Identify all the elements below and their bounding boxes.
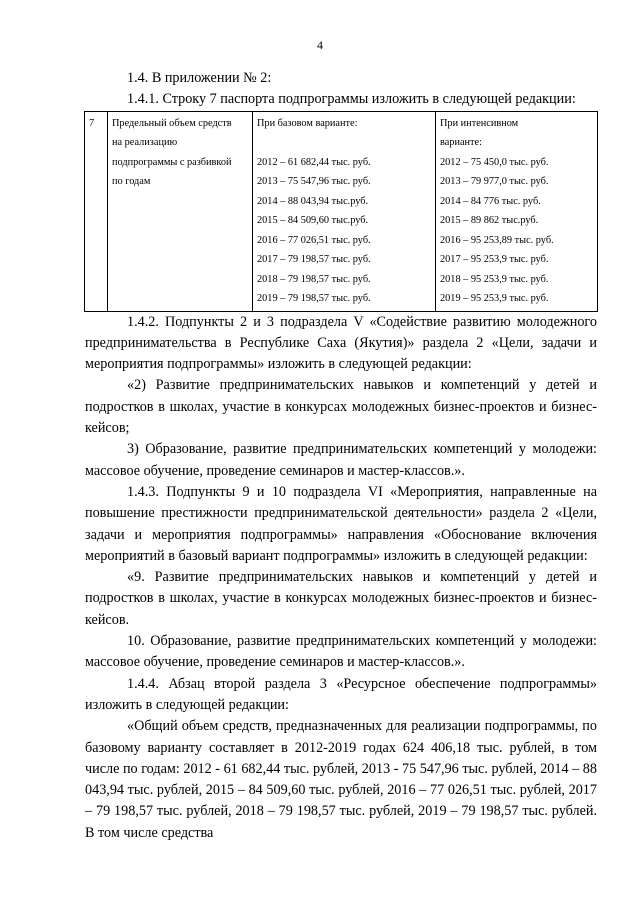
basic-year-row: 2019 – 79 198,57 тыс. руб. xyxy=(257,293,371,305)
section-heading: 1.4. В приложении № 2: xyxy=(127,70,272,86)
basic-year-row: 2018 – 79 198,57 тыс. руб. xyxy=(257,273,371,285)
basic-year-row: 2017 – 79 198,57 тыс. руб. xyxy=(257,254,371,266)
description-line: подпрограммы с разбивкой xyxy=(112,156,232,168)
passport-table xyxy=(84,111,598,312)
item-1-4-2-quote-1: «2) Развитие предпринимательских навыков и компетенций у детей и подростков в школах, участие в конкурсах молодежных бизнес-проектов и бизнес-кейсов; xyxy=(85,377,597,437)
intensive-header: При интенсивном xyxy=(440,117,519,129)
basic-year-row: 2012 – 61 682,44 тыс. руб. xyxy=(257,156,371,168)
basic-variant-cell xyxy=(253,111,436,311)
intensive-year-row: 2013 – 79 977,0 тыс. руб. xyxy=(440,176,549,188)
intensive-year-row: 2014 – 84 776 тыс. руб. xyxy=(440,195,541,207)
intensive-year-row: 2016 – 95 253,89 тыс. руб. xyxy=(440,234,554,246)
table-row xyxy=(85,111,598,311)
item-1-4-1: 1.4.1. Строку 7 паспорта подпрограммы изложить в следующей редакции: xyxy=(127,91,576,108)
intensive-year-row: 2017 – 95 253,9 тыс. руб. xyxy=(440,254,549,266)
basic-year-row: 2013 – 75 547,96 тыс. руб. xyxy=(257,176,371,188)
intensive-year-row: 2018 – 95 253,9 тыс. руб. xyxy=(440,273,549,285)
item-1-4-4: 1.4.4. Абзац второй раздела 3 «Ресурсное обеспечение подпрограммы» изложить в следующей редакции: xyxy=(85,675,597,713)
basic-year-row: 2016 – 77 026,51 тыс. руб. xyxy=(257,234,371,246)
item-1-4-3: 1.4.3. Подпункты 9 и 10 подраздела VI «Мероприятия, направленные на повышение престижности предпринимательской деятельности» раздела 2 «Цели, задачи и мероприятия подпрограммы» направления «Обоснование включения мероприятий в базовый вариант подпрограммы» изложить в следующей редакции: xyxy=(85,483,597,564)
intensive-year-row: 2015 – 89 862 тыс.руб. xyxy=(440,215,539,227)
description-cell xyxy=(108,111,253,311)
document-body xyxy=(85,68,597,844)
item-1-4-2: 1.4.2. Подпункты 2 и 3 подраздела V «Содействие развитию молодежного предпринимательства в Республике Саха (Якутия)» раздела 2 «Цели, задачи и мероприятия подпрограммы» изложить в следующей редакции: xyxy=(85,313,597,373)
intensive-header: варианте: xyxy=(440,137,482,149)
intensive-year-row: 2012 – 75 450,0 тыс. руб. xyxy=(440,156,549,168)
intensive-year-row: 2019 – 95 253,9 тыс. руб. xyxy=(440,293,549,305)
intensive-variant-cell xyxy=(436,111,598,311)
description-line: Предельный объем средств xyxy=(112,117,232,129)
basic-header: При базовом варианте: xyxy=(257,117,358,129)
description-line: по годам xyxy=(112,176,151,188)
item-1-4-2-quote-2: 3) Образование, развитие предпринимательских компетенций у молодежи: массовое обучение, проведение семинаров и мастер-классов.». xyxy=(85,441,597,479)
row-number-cell: 7 xyxy=(85,111,108,311)
item-1-4-3-quote-1: «9. Развитие предпринимательских навыков и компетенций у детей и подростков в школах, участие в конкурсах молодежных бизнес-проектов и бизнес-кейсов. xyxy=(85,569,597,628)
basic-year-row: 2014 – 88 043,94 тыс.руб. xyxy=(257,195,369,207)
item-1-4-3-quote-2: 10. Образование, развитие предпринимательских компетенций у молодежи: массовое обучение, проведение семинаров и мастер-классов.». xyxy=(85,633,597,671)
item-1-4-4-quote: «Общий объем средств, предназначенных для реализации подпрограммы, по базовому варианту составляет в 2012-2019 годах 624 406,18 тыс. рублей, в том числе по годам: 2012 - 61 682,44 тыс. рублей, 2013 - 75 547,96 тыс. рублей, 2014 – 88 043,94 тыс. рублей, 2015 – 84 509,60 тыс. рублей, 2016 – 77 026,51 тыс. рублей, 2017 – 79 198,57 тыс. рублей, 2018 – 79 198,57 тыс. рублей, 2019 – 79 198,57 тыс. рублей. В том числе средства xyxy=(85,718,597,841)
basic-year-row: 2015 – 84 509,60 тыс.руб. xyxy=(257,215,369,227)
description-line: на реализацию xyxy=(112,137,178,149)
page-number: 4 xyxy=(317,38,323,52)
